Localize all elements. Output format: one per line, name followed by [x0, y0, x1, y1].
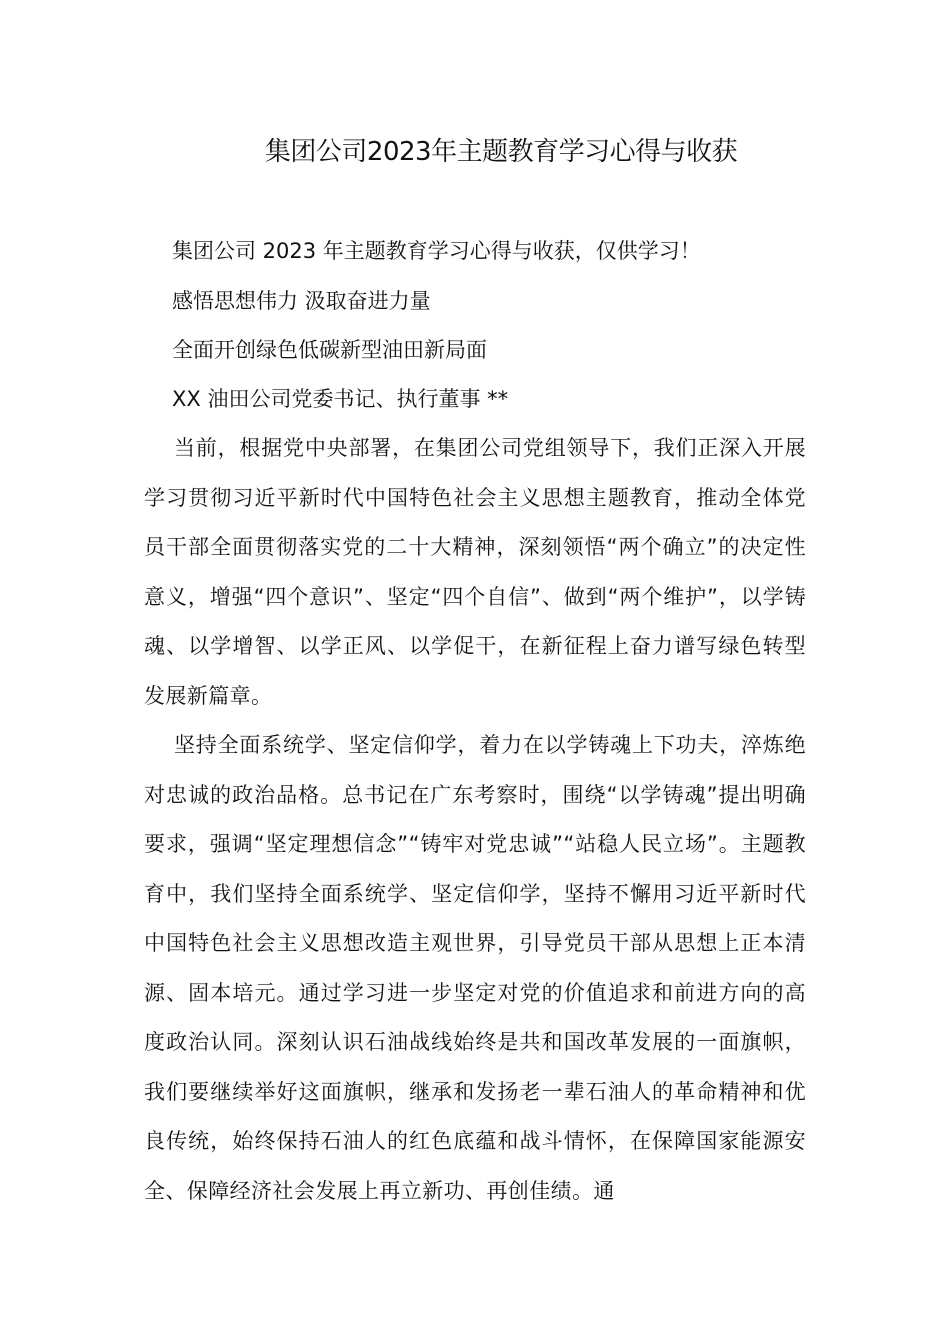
intro-line-heading: 感悟思想伟力 汲取奋进力量	[172, 289, 431, 313]
body-paragraph-1: 当前，根据党中央部署，在集团公司党组领导下，我们正深入开展学习贯彻习近平新时代中国特色社会主义思想主题教育，推动全体党员干部全面贯彻落实党的二十大精神，深刻领悟“两个确立”的决定性意义，增强“四个意识”、坚定“四个自信”、做到“两个维护”，以学铸魂、以学增智、以学正风、以学促干，在新征程上奋力谱写绿色转型发展新篇章。	[144, 436, 806, 708]
document-title: 集团公司2023年主题教育学习心得与收获	[264, 137, 738, 167]
body-paragraph-2: 坚持全面系统学、坚定信仰学，着力在以学铸魂上下功夫，淬炼绝对忠诚的政治品格。总书记在广东考察时，围绕“以学铸魂”提出明确要求，强调“坚定理想信念”“铸牢对党忠诚”“站稳人民立场”。主题教育中，我们坚持全面系统学、坚定信仰学，坚持不懈用习近平新时代中国特色社会主义思想改造主观世界，引导党员干部从思想上正本清源、固本培元。通过学习进一步坚定对党的价值追求和前进方向的高度政治认同。深刻认识石油战线始终是共和国改革发展的一面旗帜，我们要继续举好这面旗帜，继承和发扬老一辈石油人的革命精神和优良传统，始终保持石油人的红色底蕴和战斗情怀，在保障国家能源安全、保障经济社会发展上再立新功、再创佳绩。通	[144, 733, 806, 1203]
intro-line-subtitle: 集团公司 2023 年主题教育学习心得与收获，仅供学习！	[172, 239, 701, 263]
intro-line-author: XX 油田公司党委书记、执行董事 **	[172, 387, 509, 411]
intro-line-subheading: 全面开创绿色低碳新型油田新局面	[172, 338, 487, 362]
